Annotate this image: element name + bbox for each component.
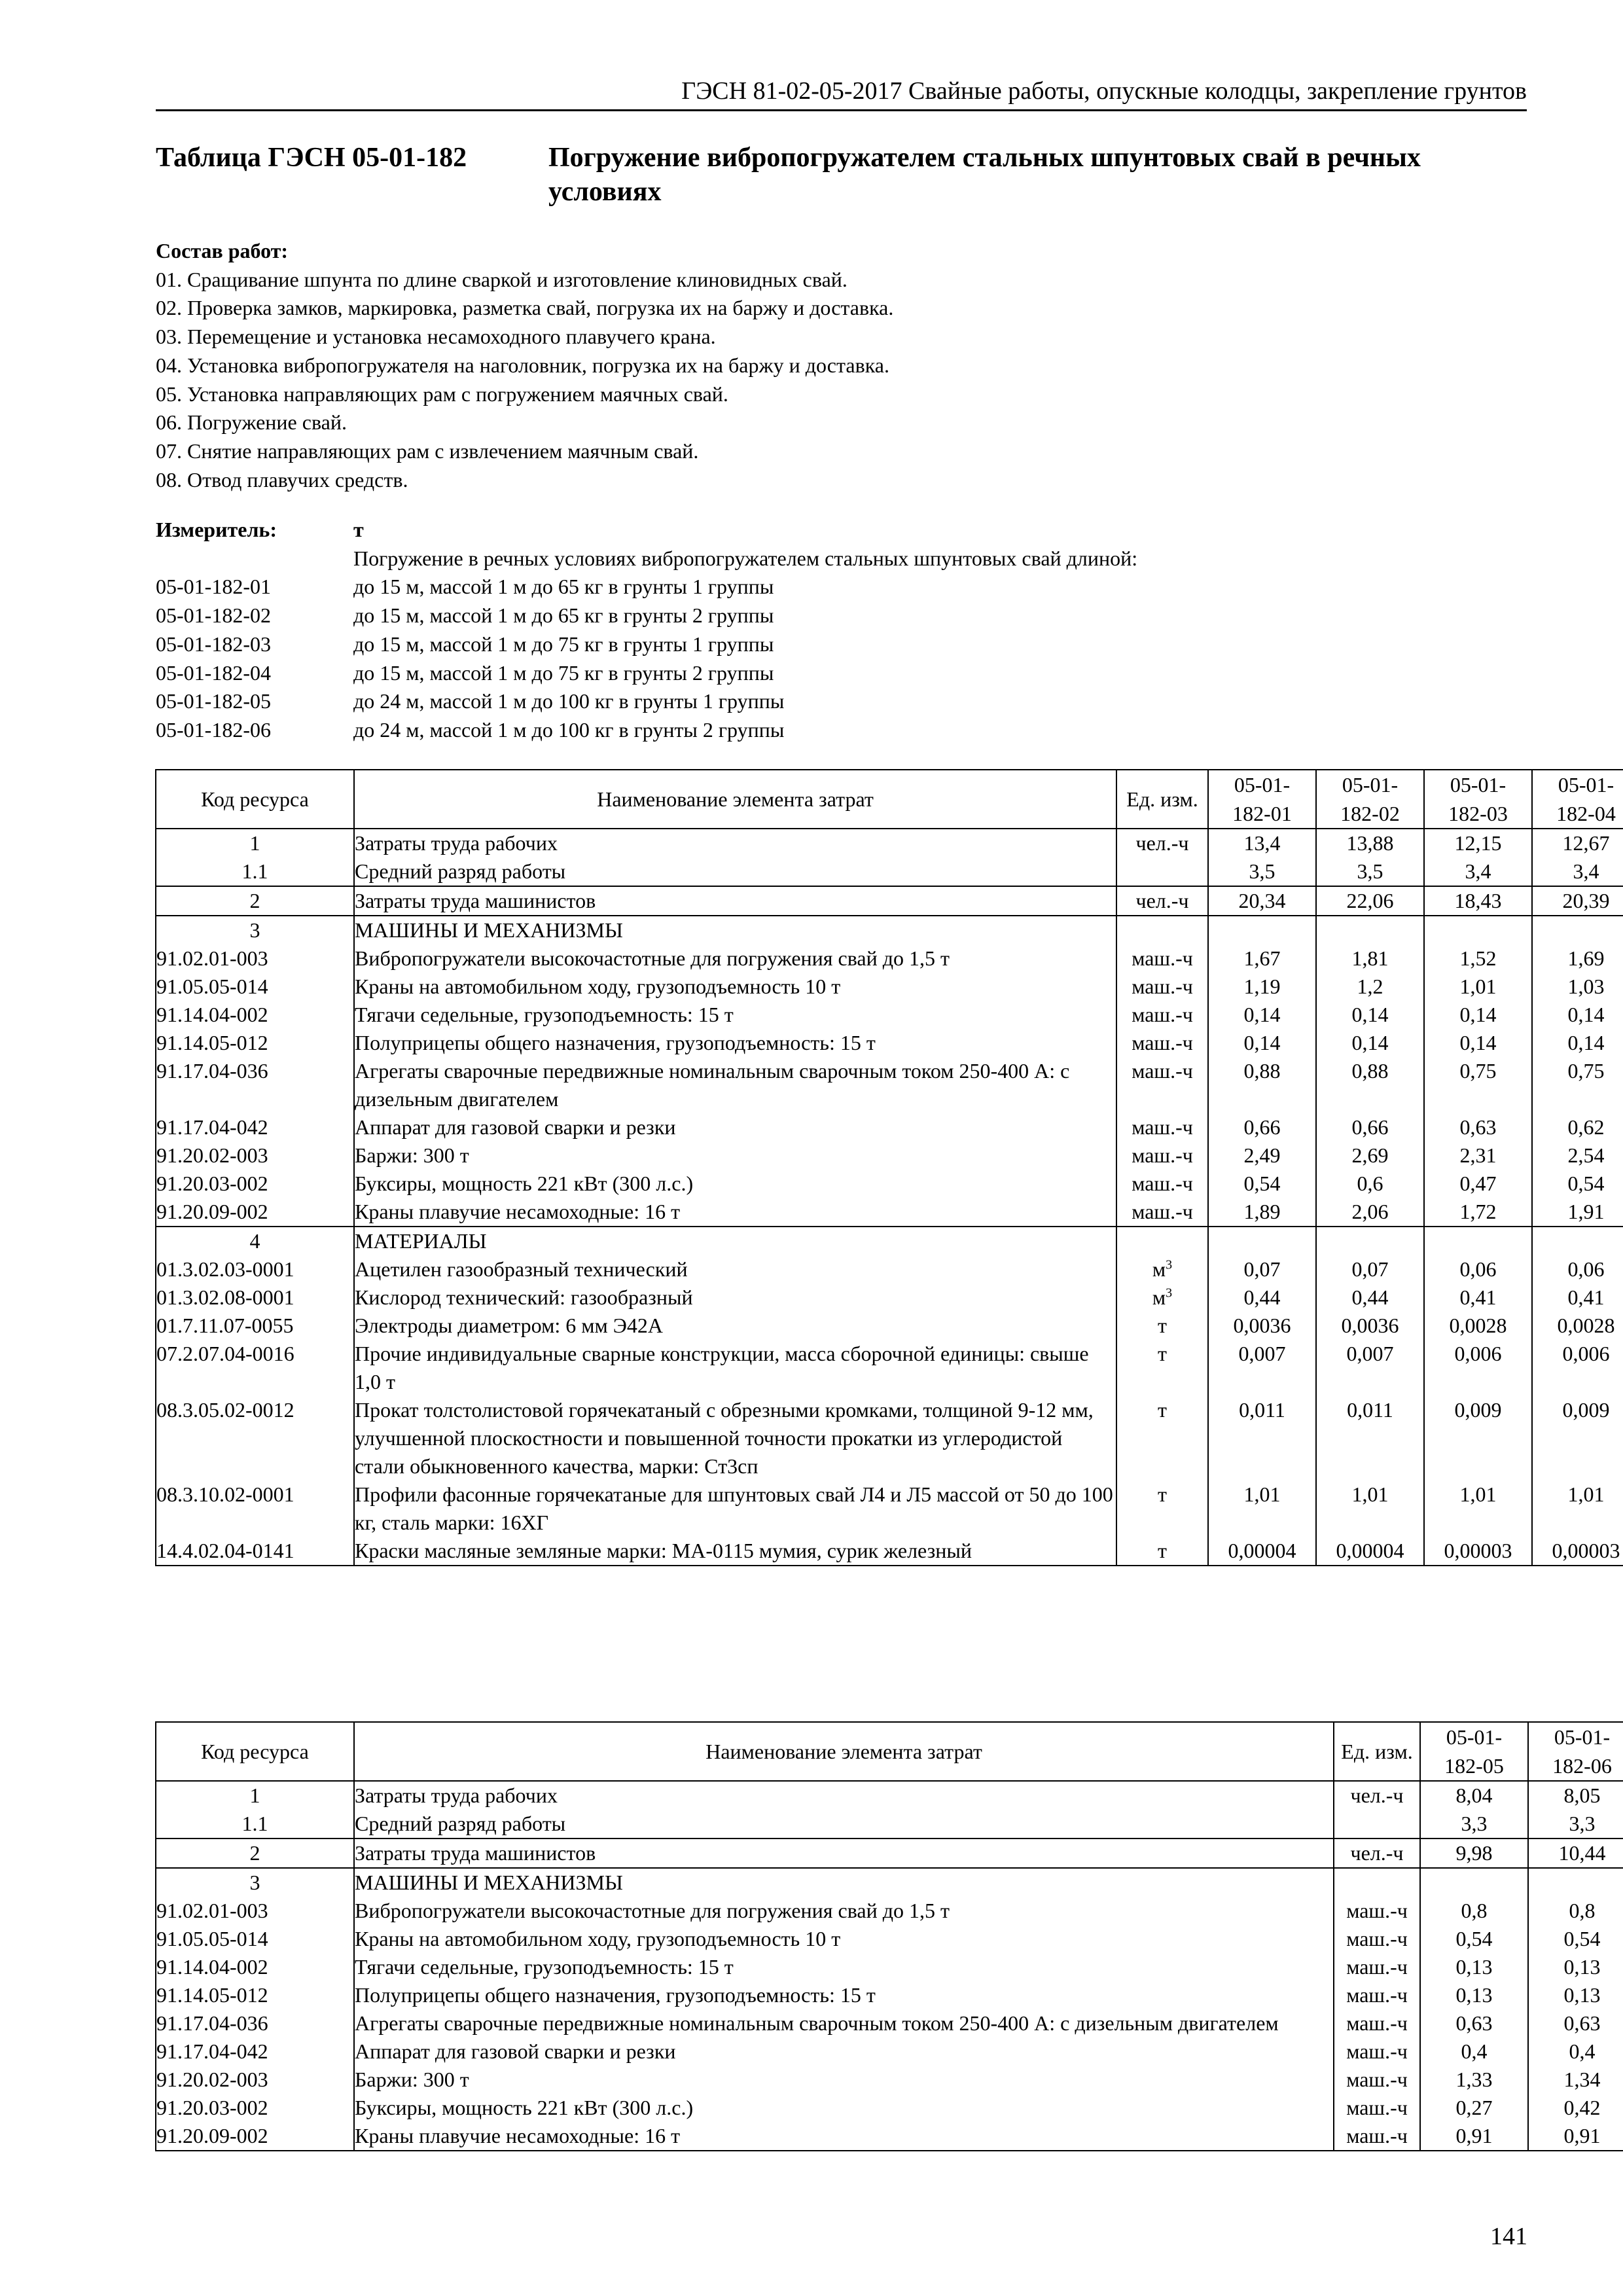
resource-unit: маш.-ч	[1116, 944, 1208, 973]
resource-code: 91.05.05-014	[156, 1925, 354, 1953]
header-norm-col: 05-01- 182-02	[1316, 770, 1424, 829]
resource-value: 0,14	[1532, 1001, 1623, 1029]
resource-value: 0,00003	[1424, 1537, 1532, 1566]
resource-value: 0,54	[1420, 1925, 1528, 1953]
norm-code: 05-01-182-01	[156, 575, 271, 599]
resource-value: 0,88	[1316, 1057, 1424, 1113]
resource-name: Затраты труда рабочих	[354, 1781, 1334, 1810]
table-row	[156, 829, 1623, 857]
resource-unit: т	[1116, 1480, 1208, 1537]
resource-unit	[1116, 1227, 1208, 1255]
table-row	[156, 944, 1623, 973]
resource-value: 1,2	[1316, 973, 1424, 1001]
resource-unit: маш.-ч	[1334, 1897, 1420, 1925]
resource-value: 0,4	[1420, 2037, 1528, 2066]
work-item: 01. Сращивание шпунта по длине сваркой и изготовление клиновидных свай.	[156, 267, 847, 291]
resource-name: Средний разряд работы	[354, 1810, 1334, 1839]
resource-code: 91.17.04-042	[156, 1113, 354, 1141]
resource-unit: маш.-ч	[1334, 2066, 1420, 2094]
resource-unit: маш.-ч	[1334, 2094, 1420, 2122]
resource-value: 0,13	[1528, 1981, 1623, 2009]
resource-name: Полуприцепы общего назначения, грузоподъемность: 15 т	[354, 1029, 1116, 1057]
resource-value: 1,91	[1532, 1198, 1623, 1227]
resource-value	[1424, 1227, 1532, 1255]
resource-name: Средний разряд работы	[354, 857, 1116, 886]
header-norm-col: 05-01- 182-05	[1420, 1722, 1528, 1781]
resource-value: 9,98	[1420, 1839, 1528, 1868]
table-row	[156, 1981, 1623, 2009]
resource-value: 12,15	[1424, 829, 1532, 857]
resource-value	[1208, 1227, 1316, 1255]
resource-unit: маш.-ч	[1116, 1001, 1208, 1029]
resource-name: Затраты труда машинистов	[354, 886, 1116, 916]
resource-value: 0,47	[1424, 1170, 1532, 1198]
resource-value: 0,75	[1424, 1057, 1532, 1113]
resource-unit: маш.-ч	[1334, 1981, 1420, 2009]
resource-value: 2,54	[1532, 1141, 1623, 1170]
resource-value: 18,43	[1424, 886, 1532, 916]
resource-value: 0,14	[1208, 1001, 1316, 1029]
table-row	[156, 1953, 1623, 1981]
table-row	[156, 916, 1623, 944]
resource-value: 13,88	[1316, 829, 1424, 857]
resource-unit: т	[1116, 1312, 1208, 1340]
resource-value: 0,011	[1208, 1396, 1316, 1480]
header-unit: Ед. изм.	[1116, 770, 1208, 829]
resource-unit: маш.-ч	[1116, 1198, 1208, 1227]
resource-name: Электроды диаметром: 6 мм Э42А	[354, 1312, 1116, 1340]
work-item: 07. Снятие направляющих рам с извлечением маячным свай.	[156, 439, 699, 463]
resource-value: 0,06	[1424, 1255, 1532, 1283]
resource-code: 91.14.04-002	[156, 1953, 354, 1981]
resource-unit: $м^3$	[1116, 1255, 1208, 1283]
resource-unit: чел.-ч	[1116, 886, 1208, 916]
table-row	[156, 1897, 1623, 1925]
table-row	[156, 2037, 1623, 2066]
resource-code: 91.05.05-014	[156, 973, 354, 1001]
resource-value: 22,06	[1316, 886, 1424, 916]
resource-value: 0,44	[1208, 1283, 1316, 1312]
resource-code: 4	[156, 1227, 354, 1255]
resource-value: 0,44	[1316, 1283, 1424, 1312]
resource-code: 91.17.04-036	[156, 2009, 354, 2037]
table-row	[156, 1396, 1623, 1480]
section-heading: МАШИНЫ И МЕХАНИЗМЫ	[354, 1868, 1334, 1897]
resource-value: 20,34	[1208, 886, 1316, 916]
measure-unit: т	[353, 518, 364, 541]
resource-value: 0,66	[1316, 1113, 1424, 1141]
resource-name: Агрегаты сварочные передвижные номинальным сварочным током 250-400 А: с дизельным двигателем	[354, 1057, 1116, 1113]
resource-name: Затраты труда рабочих	[354, 829, 1116, 857]
measurement-section	[156, 516, 1530, 745]
resource-value: 2,06	[1316, 1198, 1424, 1227]
resource-value: 0,54	[1208, 1170, 1316, 1198]
resource-code: 91.02.01-003	[156, 944, 354, 973]
resource-unit: чел.-ч	[1116, 829, 1208, 857]
resource-value: 1,01	[1208, 1480, 1316, 1537]
resource-value: 0,8	[1420, 1897, 1528, 1925]
resource-value: 0,009	[1532, 1396, 1623, 1480]
resource-unit	[1116, 916, 1208, 944]
resource-value: 0,88	[1208, 1057, 1316, 1113]
header-norm-col: 05-01- 182-03	[1424, 770, 1532, 829]
header-rule	[156, 109, 1527, 111]
running-header: ГЭСН 81-02-05-2017 Свайные работы, опускные колодцы, закрепление грунтов	[681, 77, 1527, 105]
resource-unit: маш.-ч	[1334, 2122, 1420, 2151]
header-name: Наименование элемента затрат	[354, 770, 1116, 829]
resource-value: 0,14	[1316, 1029, 1424, 1057]
resource-value: 0,14	[1316, 1001, 1424, 1029]
work-item: 04. Установка вибропогружателя на наголовник, погрузка их на баржу и доставка.	[156, 353, 889, 377]
norm-code: 05-01-182-02	[156, 603, 271, 628]
resource-name: Затраты труда машинистов	[354, 1839, 1334, 1868]
works-composition	[156, 237, 1465, 494]
resource-unit	[1334, 1868, 1420, 1897]
measure-label: Измеритель:	[156, 518, 277, 541]
header-code: Код ресурса	[156, 1722, 354, 1781]
resource-code: 1.1	[156, 1810, 354, 1839]
resource-value: 2,69	[1316, 1141, 1424, 1170]
resource-value: 13,4	[1208, 829, 1316, 857]
resource-name: Краски масляные земляные марки: МА-0115 мумия, сурик железный	[354, 1537, 1116, 1566]
header-unit: Ед. изм.	[1334, 1722, 1420, 1781]
resource-code: 3	[156, 1868, 354, 1897]
table-row	[156, 1283, 1623, 1312]
work-item: 03. Перемещение и установка несамоходного плавучего крана.	[156, 325, 716, 349]
resource-name: Краны на автомобильном ходу, грузоподъемность 10 т	[354, 1925, 1334, 1953]
resource-code: 91.20.09-002	[156, 1198, 354, 1227]
resource-value: 0,006	[1532, 1340, 1623, 1396]
resource-value: 0,07	[1208, 1255, 1316, 1283]
resource-value: 0,63	[1528, 2009, 1623, 2037]
resource-name: Буксиры, мощность 221 кВт (300 л.с.)	[354, 2094, 1334, 2122]
resource-value: 1,33	[1420, 2066, 1528, 2094]
norm-desc: до 15 м, массой 1 м до 75 кг в грунты 1 группы	[353, 632, 774, 656]
resource-value	[1316, 916, 1424, 944]
table-row	[156, 1255, 1623, 1283]
resource-value: 3,5	[1316, 857, 1424, 886]
header-norm-col: 05-01- 182-04	[1532, 770, 1623, 829]
resource-unit	[1334, 1810, 1420, 1839]
resource-table-2	[155, 1721, 1623, 2151]
resource-value: 0,006	[1424, 1340, 1532, 1396]
resource-value: 1,81	[1316, 944, 1424, 973]
resource-value: 1,01	[1424, 973, 1532, 1001]
table-row	[156, 886, 1623, 916]
resource-value: 1,67	[1208, 944, 1316, 973]
resource-value: 2,31	[1424, 1141, 1532, 1170]
resource-code: 01.3.02.03-0001	[156, 1255, 354, 1283]
resource-unit: маш.-ч	[1116, 1113, 1208, 1141]
table-row	[156, 2009, 1623, 2037]
resource-code: 91.20.02-003	[156, 1141, 354, 1170]
resource-value: 2,49	[1208, 1141, 1316, 1170]
table-row	[156, 2122, 1623, 2151]
resource-name: Тягачи седельные, грузоподъемность: 15 т	[354, 1001, 1116, 1029]
table-row	[156, 1480, 1623, 1537]
resource-value: 0,007	[1208, 1340, 1316, 1396]
resource-value: 0,00003	[1532, 1537, 1623, 1566]
resource-name: Агрегаты сварочные передвижные номинальным сварочным током 250-400 А: с дизельным двигателем	[354, 2009, 1334, 2037]
resource-value: 1,89	[1208, 1198, 1316, 1227]
resource-name: Аппарат для газовой сварки и резки	[354, 1113, 1116, 1141]
resource-value: 0,00004	[1316, 1537, 1424, 1566]
resource-value: 0,007	[1316, 1340, 1424, 1396]
resource-value	[1532, 1227, 1623, 1255]
resource-value: 1,01	[1532, 1480, 1623, 1537]
resource-value: 0,009	[1424, 1396, 1532, 1480]
resource-value: 0,14	[1532, 1029, 1623, 1057]
resource-code: 91.02.01-003	[156, 1897, 354, 1925]
resource-value: 8,05	[1528, 1781, 1623, 1810]
resource-value	[1532, 916, 1623, 944]
table-label: Таблица ГЭСН 05-01-182	[156, 143, 467, 173]
table-row	[156, 1001, 1623, 1029]
resource-unit: чел.-ч	[1334, 1781, 1420, 1810]
resource-unit: маш.-ч	[1116, 973, 1208, 1001]
resource-value: 0,8	[1528, 1897, 1623, 1925]
table-row	[156, 1170, 1623, 1198]
resource-name: Профили фасонные горячекатаные для шпунтовых свай Л4 и Л5 массой от 50 до 100 кг, сталь марки: 16ХГ	[354, 1480, 1116, 1537]
resource-code: 91.14.04-002	[156, 1001, 354, 1029]
norm-desc: до 24 м, массой 1 м до 100 кг в грунты 2 группы	[353, 717, 785, 742]
resource-value: 10,44	[1528, 1839, 1623, 1868]
resource-value: 0,011	[1316, 1396, 1424, 1480]
table-row	[156, 1868, 1623, 1897]
resource-value	[1420, 1868, 1528, 1897]
resource-unit: чел.-ч	[1334, 1839, 1420, 1868]
section-heading: МАТЕРИАЛЫ	[354, 1227, 1116, 1255]
resource-unit: $м^3$	[1116, 1283, 1208, 1312]
resource-unit: маш.-ч	[1116, 1029, 1208, 1057]
resource-code: 91.14.05-012	[156, 1029, 354, 1057]
resource-value: 0,6	[1316, 1170, 1424, 1198]
resource-value: 8,04	[1420, 1781, 1528, 1810]
resource-unit: маш.-ч	[1334, 2037, 1420, 2066]
header-code: Код ресурса	[156, 770, 354, 829]
resource-value: 1,34	[1528, 2066, 1623, 2094]
resource-code: 08.3.10.02-0001	[156, 1480, 354, 1537]
resource-value: 0,14	[1424, 1029, 1532, 1057]
resource-unit	[1116, 857, 1208, 886]
table-row	[156, 2094, 1623, 2122]
resource-value: 3,3	[1528, 1810, 1623, 1839]
resource-value: 0,41	[1532, 1283, 1623, 1312]
norm-desc: до 24 м, массой 1 м до 100 кг в грунты 1 группы	[353, 689, 785, 713]
resource-value: 0,07	[1316, 1255, 1424, 1283]
resource-name: Прочие индивидуальные сварные конструкции, масса сборочной единицы: свыше 1,0 т	[354, 1340, 1116, 1396]
section-heading: МАШИНЫ И МЕХАНИЗМЫ	[354, 916, 1116, 944]
resource-value: 0,13	[1420, 1981, 1528, 2009]
resource-value	[1316, 1227, 1424, 1255]
resource-value: 0,42	[1528, 2094, 1623, 2122]
resource-code: 91.20.03-002	[156, 2094, 354, 2122]
resource-name: Аппарат для газовой сварки и резки	[354, 2037, 1334, 2066]
resource-value: 0,91	[1420, 2122, 1528, 2151]
resource-value: 3,4	[1532, 857, 1623, 886]
table-row	[156, 1925, 1623, 1953]
table-row	[156, 1029, 1623, 1057]
resource-name: Вибропогружатели высокочастотные для погружения свай до 1,5 т	[354, 1897, 1334, 1925]
resource-code: 3	[156, 916, 354, 944]
resource-name: Баржи: 300 т	[354, 2066, 1334, 2094]
table-row	[156, 857, 1623, 886]
table-row	[156, 973, 1623, 1001]
resource-value: 0,27	[1420, 2094, 1528, 2122]
table-row	[156, 1781, 1623, 1810]
resource-value: 0,14	[1208, 1029, 1316, 1057]
resource-value: 0,0028	[1532, 1312, 1623, 1340]
table-row	[156, 2066, 1623, 2094]
resource-name: Краны на автомобильном ходу, грузоподъемность 10 т	[354, 973, 1116, 1001]
resource-name: Кислород технический: газообразный	[354, 1283, 1116, 1312]
resource-code: 91.17.04-036	[156, 1057, 354, 1113]
resource-value: 1,69	[1532, 944, 1623, 973]
norm-desc: до 15 м, массой 1 м до 65 кг в грунты 2 группы	[353, 603, 774, 628]
table-row	[156, 1227, 1623, 1255]
resource-name: Краны плавучие несамоходные: 16 т	[354, 2122, 1334, 2151]
resource-name: Вибропогружатели высокочастотные для погружения свай до 1,5 т	[354, 944, 1116, 973]
resource-code: 1	[156, 829, 354, 857]
resource-value: 0,66	[1208, 1113, 1316, 1141]
resource-unit: т	[1116, 1537, 1208, 1566]
resource-value: 0,41	[1424, 1283, 1532, 1312]
norm-code: 05-01-182-03	[156, 632, 271, 656]
resource-unit: маш.-ч	[1334, 1925, 1420, 1953]
work-item: 08. Отвод плавучих средств.	[156, 467, 408, 492]
resource-code: 91.17.04-042	[156, 2037, 354, 2066]
table-row	[156, 1537, 1623, 1566]
resource-value: 1,52	[1424, 944, 1532, 973]
resource-unit: маш.-ч	[1334, 1953, 1420, 1981]
resource-code: 91.14.05-012	[156, 1981, 354, 2009]
resource-code: 1	[156, 1781, 354, 1810]
norm-desc: до 15 м, массой 1 м до 65 кг в грунты 1 группы	[353, 575, 774, 599]
resource-code: 14.4.02.04-0141	[156, 1537, 354, 1566]
resource-value: 0,63	[1420, 2009, 1528, 2037]
table-row	[156, 1340, 1623, 1396]
resource-unit: т	[1116, 1340, 1208, 1396]
norm-code: 05-01-182-05	[156, 689, 271, 713]
resource-code: 07.2.07.04-0016	[156, 1340, 354, 1396]
resource-value: 0,91	[1528, 2122, 1623, 2151]
resource-value: 3,5	[1208, 857, 1316, 886]
resource-value: 0,63	[1424, 1113, 1532, 1141]
resource-name: Краны плавучие несамоходные: 16 т	[354, 1198, 1116, 1227]
resource-code: 01.7.11.07-0055	[156, 1312, 354, 1340]
table-title: Погружение вибропогружателем стальных шпунтовых свай в речных условиях	[548, 143, 1421, 207]
resource-code: 1.1	[156, 857, 354, 886]
table-row	[156, 1810, 1623, 1839]
table-row	[156, 1839, 1623, 1868]
work-item: 06. Погружение свай.	[156, 410, 347, 435]
resource-code: 01.3.02.08-0001	[156, 1283, 354, 1312]
resource-unit: маш.-ч	[1116, 1170, 1208, 1198]
resource-unit: маш.-ч	[1334, 2009, 1420, 2037]
resource-name: Полуприцепы общего назначения, грузоподъемность: 15 т	[354, 1981, 1334, 2009]
work-item: 02. Проверка замков, маркировка, разметка свай, погрузка их на баржу и доставка.	[156, 296, 894, 320]
resource-code: 91.20.03-002	[156, 1170, 354, 1198]
works-heading: Состав работ:	[156, 239, 289, 262]
resource-value: 0,06	[1532, 1255, 1623, 1283]
resource-name: Прокат толстолистовой горячекатаный с обрезными кромками, толщиной 9-12 мм, улучшенной плоскостности и повышенной точности прокатки из углеродистой стали обыкновенного качества, марки: Ст3сп	[354, 1396, 1116, 1480]
table-row	[156, 1141, 1623, 1170]
resource-value: 20,39	[1532, 886, 1623, 916]
measure-intro: Погружение в речных условиях вибропогружателем стальных шпунтовых свай длиной:	[353, 546, 1138, 570]
resource-value: 3,3	[1420, 1810, 1528, 1839]
table-row	[156, 1312, 1623, 1340]
resource-unit: т	[1116, 1396, 1208, 1480]
table-row	[156, 1113, 1623, 1141]
resource-value	[1528, 1868, 1623, 1897]
work-item: 05. Установка направляющих рам с погружением маячных свай.	[156, 382, 728, 406]
resource-value: 0,54	[1528, 1925, 1623, 1953]
norm-desc: до 15 м, массой 1 м до 75 кг в грунты 2 группы	[353, 660, 774, 685]
page-number: 141	[1490, 2223, 1527, 2250]
resource-value: 0,54	[1532, 1170, 1623, 1198]
header-name: Наименование элемента затрат	[354, 1722, 1334, 1781]
header-norm-col: 05-01- 182-01	[1208, 770, 1316, 829]
resource-value: 1,01	[1424, 1480, 1532, 1537]
resource-name: Баржи: 300 т	[354, 1141, 1116, 1170]
resource-value: 0,4	[1528, 2037, 1623, 2066]
resource-name: Буксиры, мощность 221 кВт (300 л.с.)	[354, 1170, 1116, 1198]
resource-name: Ацетилен газообразный технический	[354, 1255, 1116, 1283]
resource-value: 0,62	[1532, 1113, 1623, 1141]
resource-value	[1424, 916, 1532, 944]
resource-value: 12,67	[1532, 829, 1623, 857]
resource-value: 0,0028	[1424, 1312, 1532, 1340]
resource-value: 0,00004	[1208, 1537, 1316, 1566]
resource-value: 0,13	[1528, 1953, 1623, 1981]
resource-value: 3,4	[1424, 857, 1532, 886]
resource-table-1	[155, 769, 1623, 1566]
resource-value: 0,0036	[1208, 1312, 1316, 1340]
resource-code: 2	[156, 1839, 354, 1868]
resource-unit: маш.-ч	[1116, 1141, 1208, 1170]
resource-value: 1,03	[1532, 973, 1623, 1001]
resource-code: 91.20.09-002	[156, 2122, 354, 2151]
resource-value: 0,13	[1420, 1953, 1528, 1981]
header-norm-col: 05-01- 182-06	[1528, 1722, 1623, 1781]
resource-code: 91.20.02-003	[156, 2066, 354, 2094]
norm-code: 05-01-182-06	[156, 717, 271, 742]
resource-value: 0,0036	[1316, 1312, 1424, 1340]
resource-value	[1208, 916, 1316, 944]
table-row	[156, 1198, 1623, 1227]
resource-value: 1,72	[1424, 1198, 1532, 1227]
norm-code: 05-01-182-04	[156, 660, 271, 685]
resource-value: 0,14	[1424, 1001, 1532, 1029]
resource-value: 1,01	[1316, 1480, 1424, 1537]
resource-name: Тягачи седельные, грузоподъемность: 15 т	[354, 1953, 1334, 1981]
resource-code: 08.3.05.02-0012	[156, 1396, 354, 1480]
resource-unit: маш.-ч	[1116, 1057, 1208, 1113]
resource-code: 2	[156, 886, 354, 916]
table-row	[156, 1057, 1623, 1113]
resource-value: 0,75	[1532, 1057, 1623, 1113]
resource-value: 1,19	[1208, 973, 1316, 1001]
